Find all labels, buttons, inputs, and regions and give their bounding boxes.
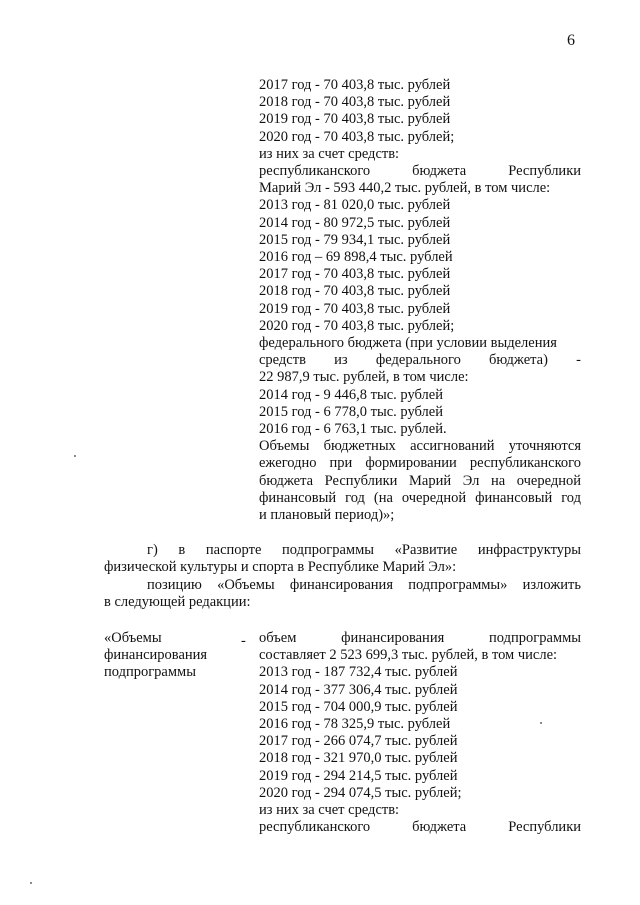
text-line: федерального бюджета (при условии выделения bbox=[259, 335, 557, 352]
text-line: 2020 год - 294 074,5 тыс. рублей; bbox=[259, 784, 462, 801]
label-dash: - bbox=[241, 633, 246, 649]
scan-speck bbox=[74, 455, 76, 457]
text-line: подпрограммы bbox=[104, 664, 196, 681]
financing-text-upper bbox=[259, 77, 581, 524]
financing-text-lower bbox=[259, 630, 581, 836]
text-line: 2014 год - 9 446,8 тыс. рублей bbox=[259, 386, 443, 403]
text-line: 2017 год - 266 074,7 тыс. рублей bbox=[259, 733, 458, 750]
text-line: объем финансирования подпрограммы bbox=[259, 630, 581, 646]
paragraph-g bbox=[147, 542, 581, 559]
position-label bbox=[104, 630, 254, 682]
text-line: из них за счет средств: bbox=[259, 802, 400, 819]
paragraph-g-cont bbox=[104, 559, 581, 576]
text-line: 2016 год - 78 325,9 тыс. рублей bbox=[259, 716, 451, 733]
text-line: 2013 год - 187 732,4 тыс. рублей bbox=[259, 664, 458, 681]
text-line: 2018 год - 70 403,8 тыс. рублей bbox=[259, 94, 451, 111]
text-line: физической культуры и спорта в Республике Марий Эл»: bbox=[104, 559, 457, 575]
text-line: и плановый период)»; bbox=[259, 507, 395, 524]
paragraph-position bbox=[147, 577, 581, 594]
text-line: 2016 год – 69 898,4 тыс. рублей bbox=[259, 249, 453, 266]
text-line: г) в паспорте подпрограммы «Развитие инфраструктуры bbox=[147, 542, 581, 558]
text-line: в следующей редакции: bbox=[104, 594, 251, 610]
text-line: финансовый год (на очередной финансовый год bbox=[259, 489, 581, 506]
text-line: финансирования bbox=[104, 647, 208, 664]
text-line: 2018 год - 70 403,8 тыс. рублей bbox=[259, 283, 451, 300]
text-line: 2018 год - 321 970,0 тыс. рублей bbox=[259, 750, 458, 767]
text-line: 2014 год - 377 306,4 тыс. рублей bbox=[259, 681, 458, 698]
text-line: позицию «Объемы финансирования подпрограммы» изложить bbox=[147, 577, 581, 593]
text-line: Объемы бюджетных ассигнований уточняются bbox=[259, 438, 581, 455]
text-line: средств из федерального бюджета) - bbox=[259, 352, 581, 369]
text-line: 2020 год - 70 403,8 тыс. рублей; bbox=[259, 317, 455, 334]
text-line: 2019 год - 70 403,8 тыс. рублей bbox=[259, 300, 451, 317]
text-line: 2016 год - 6 763,1 тыс. рублей. bbox=[259, 421, 447, 438]
text-line: составляет 2 523 699,3 тыс. рублей, в том числе: bbox=[259, 647, 558, 664]
text-line: республиканского бюджета Республики bbox=[259, 163, 581, 180]
text-line: 2019 год - 70 403,8 тыс. рублей bbox=[259, 111, 451, 128]
text-line: республиканского бюджета Республики bbox=[259, 819, 581, 836]
scan-speck bbox=[30, 882, 32, 884]
text-line: бюджета Республики Марий Эл на очередной bbox=[259, 472, 581, 489]
paragraph-position-cont bbox=[104, 594, 581, 611]
text-line: 2013 год - 81 020,0 тыс. рублей bbox=[259, 197, 451, 214]
text-line: из них за счет средств: bbox=[259, 145, 400, 162]
text-line: 22 987,9 тыс. рублей, в том числе: bbox=[259, 369, 469, 386]
text-line: 2020 год - 70 403,8 тыс. рублей; bbox=[259, 128, 455, 145]
page-number: 6 bbox=[567, 32, 575, 49]
text-line: Марий Эл - 593 440,2 тыс. рублей, в том числе: bbox=[259, 180, 551, 197]
text-line: ежегодно при формировании республиканского bbox=[259, 455, 581, 472]
text-line: 2019 год - 294 214,5 тыс. рублей bbox=[259, 767, 458, 784]
text-line: 2015 год - 704 000,9 тыс. рублей bbox=[259, 698, 458, 715]
text-line: 2015 год - 6 778,0 тыс. рублей bbox=[259, 403, 443, 420]
text-line: 2015 год - 79 934,1 тыс. рублей bbox=[259, 231, 451, 248]
text-line: 2017 год - 70 403,8 тыс. рублей bbox=[259, 266, 451, 283]
text-line: «Объемы bbox=[104, 630, 162, 646]
scan-speck bbox=[540, 722, 542, 724]
text-line: 2014 год - 80 972,5 тыс. рублей bbox=[259, 214, 451, 231]
text-line: 2017 год - 70 403,8 тыс. рублей bbox=[259, 77, 451, 93]
